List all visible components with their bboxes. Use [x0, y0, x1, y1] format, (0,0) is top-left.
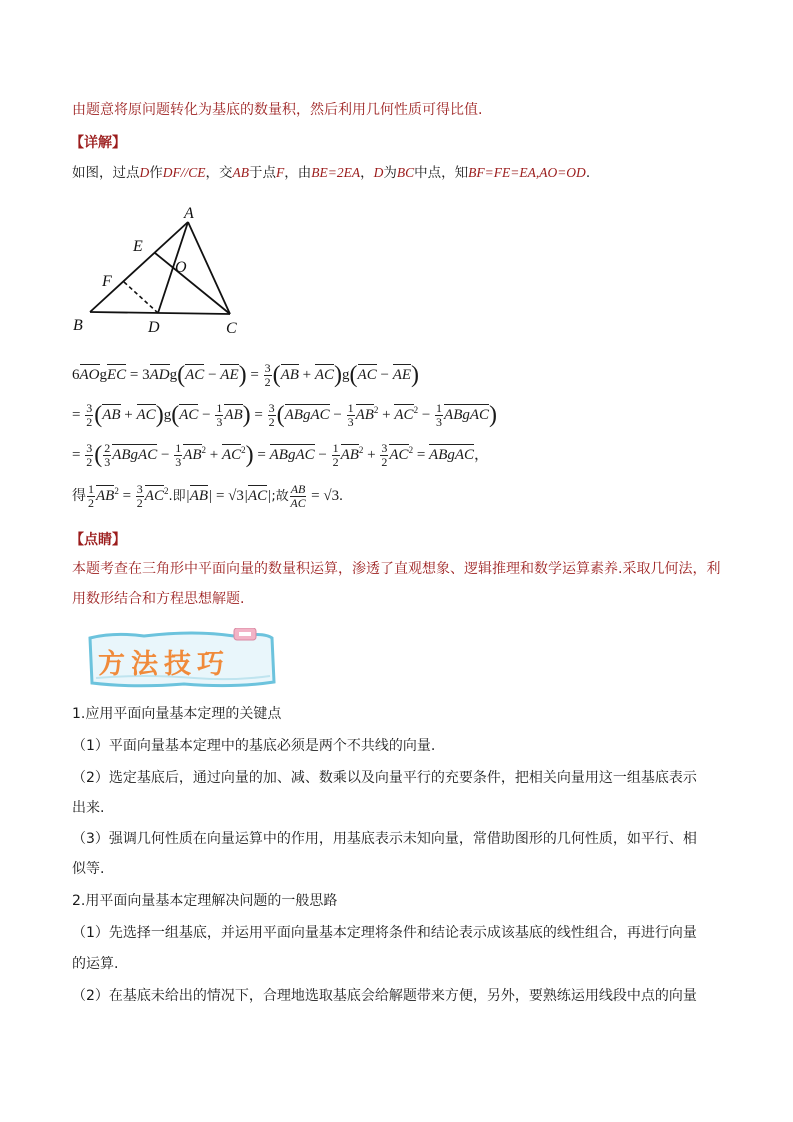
method-item-3a: （3）强调几何性质在向量运算中的作用，用基底表示未知向量，常借助图形的几何性质，如平行、相 [72, 831, 697, 847]
method-banner [84, 628, 280, 690]
math-line-3: = $\frac{3}{2}$ ( $\frac{2}{3}$ ABgAC − $\frac{1}{3}$ $AB^2 + AC^2$) = ABgAC − $\frac{1}{2}$ $AB^2$ + $\frac{3}{2}$ $AC^2$ = ABgAC， [72, 441, 490, 469]
method-item-1: （1）平面向量基本定理中的基底必须是两个不共线的向量. [72, 738, 436, 754]
comment-heading: 【点睛】 [70, 532, 126, 548]
label-B: B [73, 317, 83, 334]
method-item-2a: （2）选定基底后，通过向量的加、减、数乘以及向量平行的充要条件，把相关向量用这一组基底表示 [72, 770, 697, 786]
method-item-n1a: （1）先选择一组基底，并运用平面向量基本定理将条件和结论表示成该基底的线性组合，再进行向量 [72, 925, 697, 941]
method-heading-1: 1.应用平面向量基本定理的关键点 [72, 706, 282, 722]
method-item-2b: 出来. [72, 800, 105, 816]
triangle-figure [70, 200, 250, 340]
detail-line: 如图，过点D作DF//CE，交AB于点F，由BE=2EA，D为BC中点，知BF=FE=EA,AO=OD. [72, 165, 591, 181]
method-item-3b: 似等. [72, 861, 105, 877]
method-item-n1b: 的运算. [72, 956, 119, 972]
method-item-n2a: （2）在基底未给出的情况下，合理地选取基底会给解题带来方便，另外，要熟练运用线段中点的向量 [72, 988, 697, 1004]
math-line-4: 得 $\frac{1}{2}$ $AB^2$ = $\frac{3}{2}$ $AC^2$.即|AB| = √3|AC|;故 $\frac{AB}{AC}$ = √3. [72, 482, 343, 510]
label-F: F [102, 273, 112, 290]
side-AC [188, 222, 230, 314]
side-BC [90, 312, 230, 314]
intro-text: 由题意将原问题转化为基底的数量积，然后利用几何性质可得比值. [72, 102, 483, 118]
method-heading-2: 2.用平面向量基本定理解决问题的一般思路 [72, 893, 338, 909]
banner-title: 方法技巧 [98, 649, 230, 680]
detail-heading: 【详解】 [70, 135, 126, 151]
label-O: O [175, 259, 187, 276]
label-E: E [133, 238, 143, 255]
comment-line-1: 本题考查在三角形中平面向量的数量积运算，渗透了直观想象、逻辑推理和数学运算素养.采取几何法，利 [72, 561, 721, 577]
segment-FD [124, 282, 158, 313]
label-C: C [226, 320, 237, 337]
comment-line-2: 用数形结合和方程思想解题. [72, 591, 245, 607]
label-D: D [148, 319, 160, 336]
label-A: A [184, 205, 194, 222]
math-line-2: = $\frac{3}{2}$ (AB + AC)g(AC − $\frac{1}{3}$ AB) = $\frac{3}{2}$ (ABgAC − $\frac{1}{3}$ $AB^2 + AC^2$ − $\frac{1}{3}$ ABgAC) [72, 401, 498, 429]
segment-EC [155, 253, 230, 314]
math-line-1: 6AOgEC = 3ADg(AC − AE) = $\frac{3}{2}$ (AB + AC)g(AC − AE) [72, 361, 420, 389]
